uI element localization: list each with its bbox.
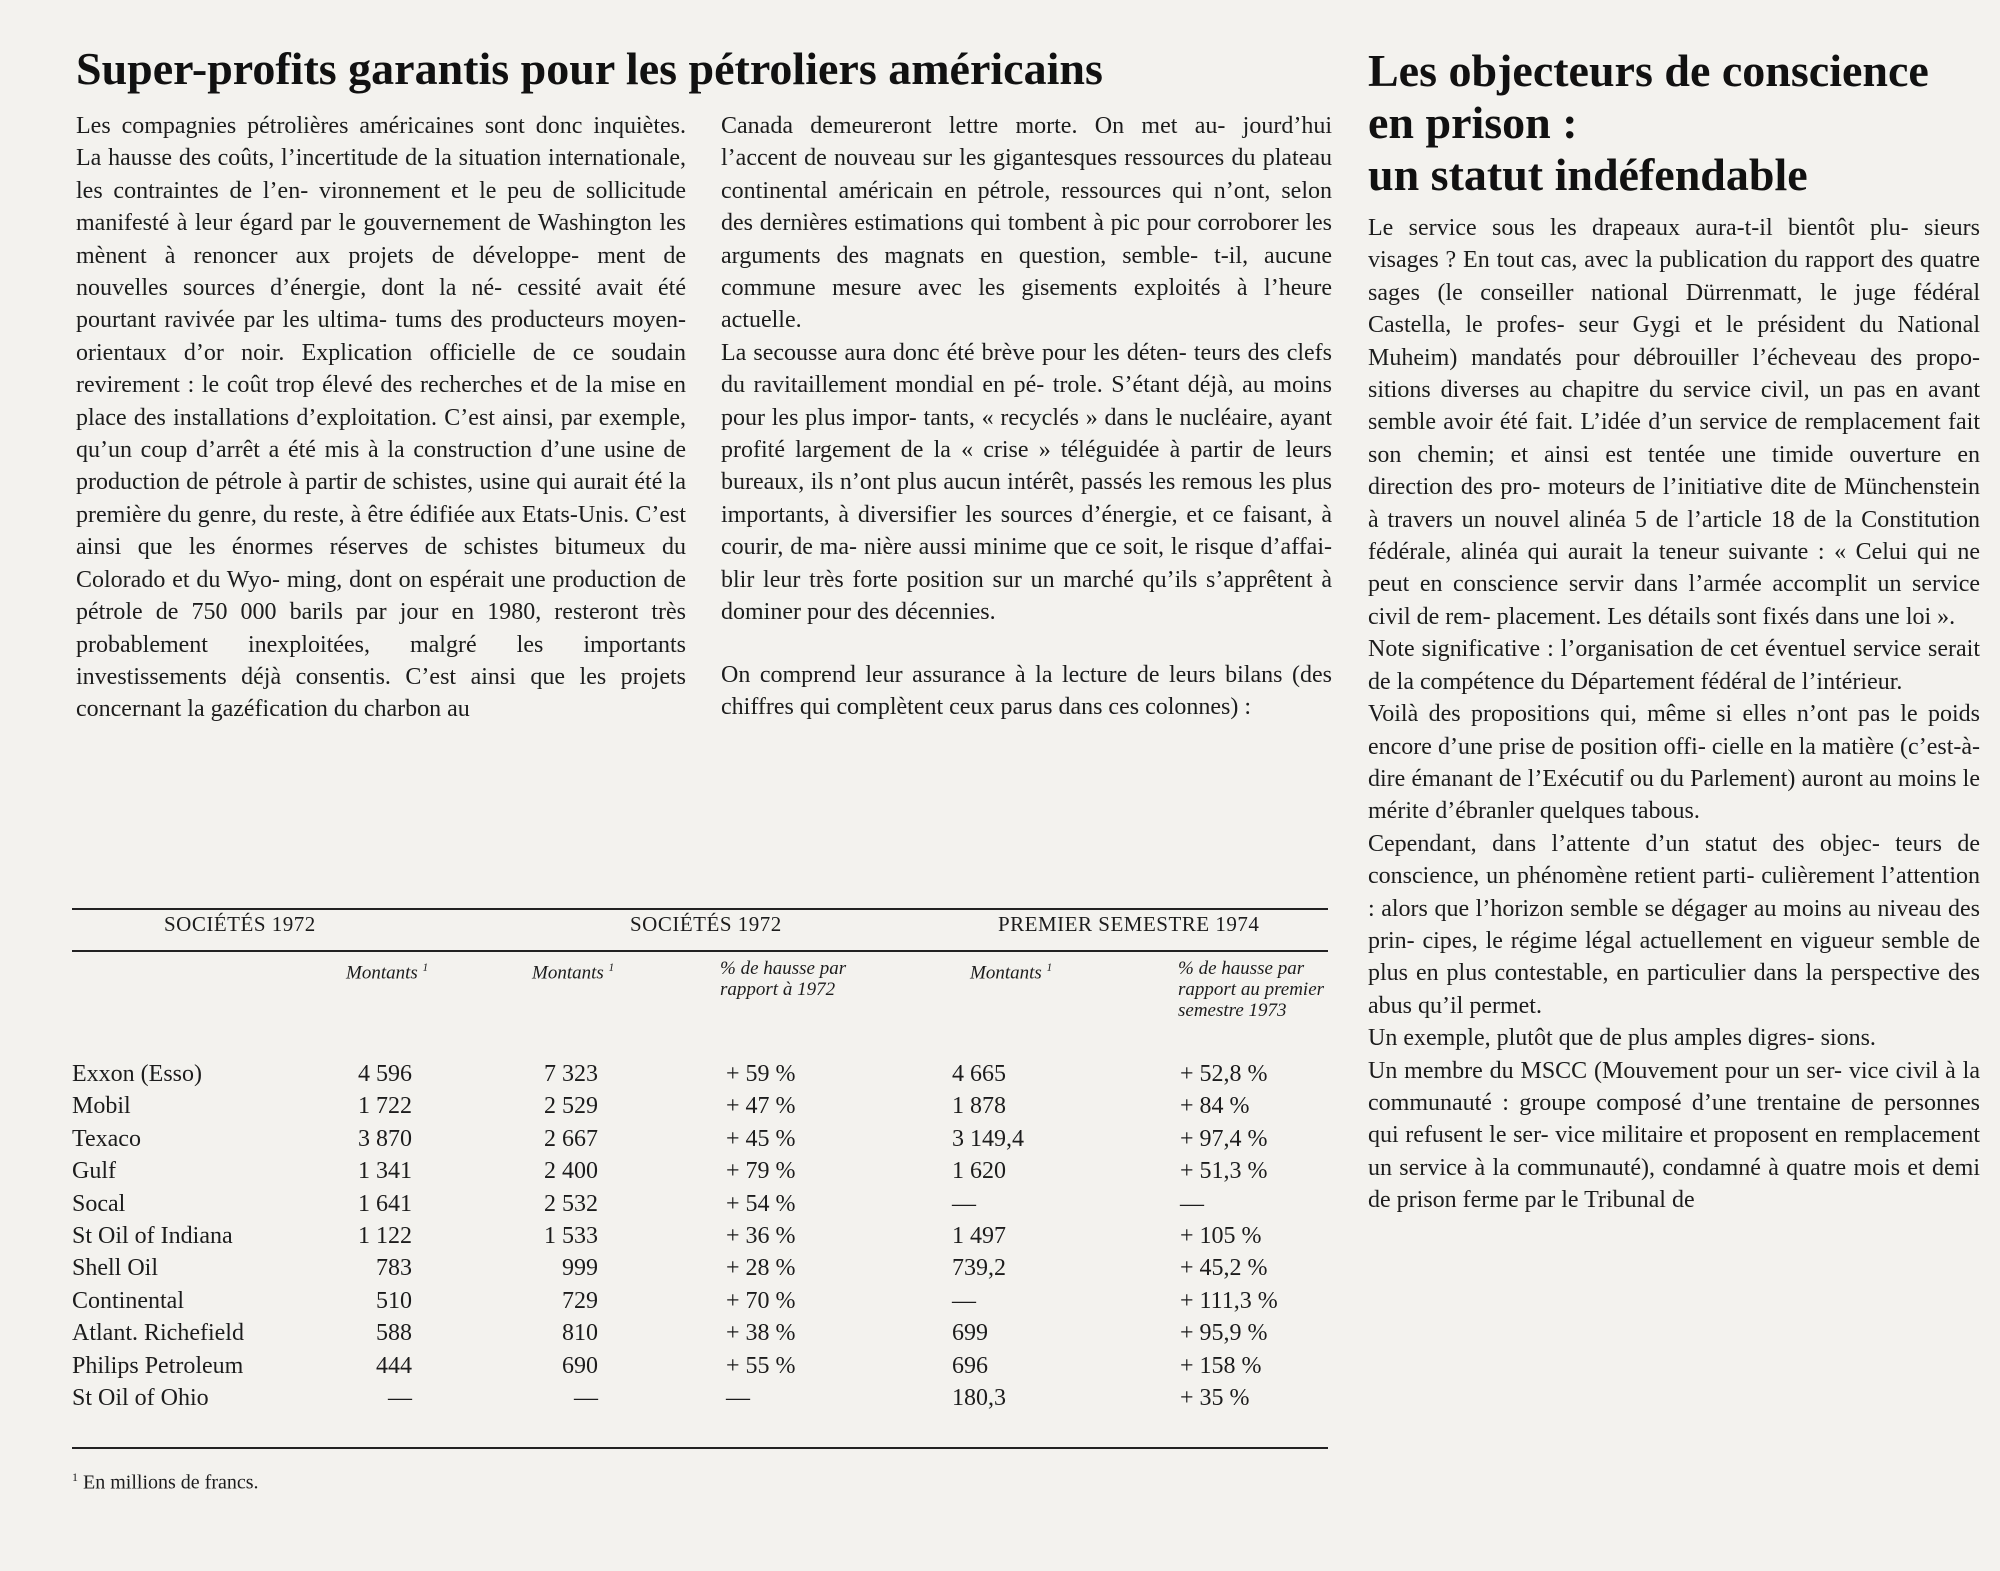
table-cell: 1 533 [544,1222,598,1249]
table-cell: + 59 % [726,1061,796,1087]
table-cell: 696 [952,1352,988,1379]
table-cell: 2 529 [544,1093,598,1120]
company-name: Socal [72,1190,126,1217]
group-header: SOCIÉTÉS 1972 [164,912,316,936]
table-cell: 444 [376,1352,412,1379]
article-2-paragraph: Un exemple, plutôt que de plus amples digres- sions. [1368,1025,1876,1052]
table-cell: 3 870 [358,1125,412,1152]
table-cell: 783 [376,1255,412,1282]
table-cell: 2 532 [544,1190,598,1217]
table-cell: — [952,1287,976,1314]
table-cell: + 52,8 % [1180,1061,1268,1087]
table-cell: + 45 % [726,1125,796,1152]
table-cell: 3 149,4 [952,1125,1024,1152]
article-2-paragraph: Le service sous les drapeaux aura-t-il bientôt plu- sieurs visages ? En tout cas, avec la publication du rapport des quatre sages (le conseiller national Dürrenmatt, le juge fédéral Castella, le profes- seur Gygi et le président du National Muheim) mandatés pour débrouiller l’écheveau des propo- sitions diverses au chapitre du service civil, un pas en avant semble avoir été fait. L’idée d’un service de remplacement fait son chemin; et ainsi est tentée une timide ouverture en direction des pro- moteurs de l’initiative dite de Münchenstein à travers un nouvel alinéa 5 de l’article 18 de la Constitution fédérale, alinéa qui aurait la teneur suivante : « Celui qui ne peut en conscience servir dans l’armée accomplit un service civil de rem- placement. Les détails sont fixés dans une loi ». [1368,215,1980,630]
company-name: Gulf [72,1158,116,1185]
sub-header: % de hausse par rapport au premier semestre 1973 [1178,958,1325,1021]
table-cell: 810 [562,1320,598,1347]
article-1-column-1 [76,110,686,726]
table-cell: — [574,1384,598,1411]
table-cell: + 95,9 % [1180,1320,1268,1347]
table-cell: 1 122 [358,1222,412,1249]
table-cell: + 111,3 % [1180,1287,1278,1314]
article-1-paragraph: Canada demeureront lettre morte. On met au- jourd’hui l’accent de nouveau sur les gigantesques ressources du plateau continental américain en pétrole, ressources qui n’ont, selon des dernières estimations qui tombent à pic pour corroborer les arguments des magnats en question, semble- t-il, aucune commune mesure avec les gisements exploités à l’heure actuelle. [721,113,1332,334]
table-top-rule [72,908,1328,910]
company-name: Philips Petroleum [72,1352,244,1379]
company-name: Atlant. Richefield [72,1320,244,1347]
table-cell: 1 878 [952,1093,1006,1120]
table-cell: 1 641 [358,1190,412,1217]
table-cell: 2 400 [544,1158,598,1185]
table-row [72,1285,1328,1317]
table-cell: + 28 % [726,1255,796,1282]
table-cell: — [1180,1190,1204,1217]
table-cell: 180,3 [952,1384,1006,1411]
table-row [72,1090,1328,1122]
article-2-headline [1368,45,1988,201]
table-cell: + 36 % [726,1222,796,1249]
table-cell: — [388,1384,412,1411]
article-1-paragraph: Les compagnies pétrolières américaines sont donc inquiètes. La hausse des coûts, l’incertitude de la situation internationale, les contraintes de l’en- vironnement et le peu de sollicitude manifesté à leur égard par le gouvernement de Washington les mènent à renoncer aux projets de développe- ment de nouvelles sources d’énergie, dont la né- cessité avait été pourtant ravivée par les ultima- tums des producteurs moyen-orientaux d’or noir. Explication officielle de ce soudain revirement : le coût trop élevé des recherches et de la mise en place des installations d’exploitation. C’est ainsi, par exemple, qu’un coup d’arrêt a été mis à la construction d’une usine de production de pétrole à partir de schistes, usine qui aurait été la première du genre, du reste, à être édifiée aux Etats-Unis. C’est ainsi que les énormes réserves de schistes bitumeux du Colorado et du Wyo- ming, dont on espérait une production de pétrole de 750 000 barils par jour en 1980, resteront très probablement inexploitées, malgré les importants investissements déjà consentis. C’est ainsi que les projets concernant la gazéfication du charbon au [76,113,686,723]
sub-header: Montants $^1$ [346,962,429,984]
table-cell: 699 [952,1320,988,1347]
table-footnote: $^1$ En millions de francs. [72,1470,259,1494]
article-2-paragraph: Voilà des propositions qui, même si elles n’ont pas le poids encore d’une prise de position offi- cielle en la matière (c’est-à-dire émanant de l’Exécutif ou du Parlement) auront au moins le mérite d’ébranler quelques tabous. [1368,701,1980,825]
table-header-rule [72,950,1328,952]
table-cell: 729 [562,1287,598,1314]
article-1-headline: Super-profits garantis pour les pétroliers américains [76,43,1103,94]
article-2-column [1368,212,1980,1217]
table-cell: 4 665 [952,1061,1006,1087]
table-cell: + 97,4 % [1180,1125,1268,1152]
table-row [72,1350,1328,1382]
table-row [72,1058,1328,1090]
table-cell: + 45,2 % [1180,1255,1268,1282]
article-1-column-2 [721,110,1332,723]
table-row [72,1220,1328,1252]
table-cell: + 38 % [726,1320,796,1347]
table-cell: + 70 % [726,1287,796,1314]
table-cell: 999 [562,1255,598,1282]
table-cell: 1 620 [952,1158,1006,1185]
table-cell: + 51,3 % [1180,1158,1268,1185]
table-cell: — [726,1384,750,1411]
group-header: SOCIÉTÉS 1972 [630,912,782,936]
table-row [72,1252,1328,1284]
table-row [72,1155,1328,1187]
table-cell: 588 [376,1320,412,1347]
table-cell: + 105 % [1180,1222,1262,1249]
article-2-paragraph: Note significative : l’organisation de cet éventuel service serait de la compétence du Département fédéral de l’intérieur. [1368,636,1980,695]
article-1-paragraph: La secousse aura donc été brève pour les déten- teurs des clefs du ravitaillement mondial en pé- trole. S’étant déjà, au moins pour les plus impor- tants, « recyclés » dans le nucléaire, ayant profité largement de la « crise » téléguidée à partir de leurs bureaux, ils n’ont plus aucun intérêt, passés les remous les plus importants, à diversifier les sources d’énergie, et ce faisant, à courir, de ma- nière aussi minime que ce soit, le risque d’affai- blir leur très forte position sur un marché qu’ils s’apprêtent à dominer pour des décennies. [721,339,1332,626]
sub-header: Montants $^1$ [970,962,1053,984]
company-name: Texaco [72,1125,141,1152]
table-cell: + 54 % [726,1190,796,1217]
table-bottom-rule [72,1447,1328,1449]
table-cell: + 158 % [1180,1352,1262,1379]
table-row [72,1123,1328,1155]
table-cell: 510 [376,1287,412,1314]
headline-line: un statut indéfendable [1368,149,1808,200]
table-cell: + 55 % [726,1352,796,1379]
company-name: Shell Oil [72,1255,159,1282]
company-name: St Oil of Indiana [72,1222,233,1249]
table-cell: + 47 % [726,1093,796,1120]
article-2-paragraph: Un membre du MSCC (Mouvement pour un ser- vice civil à la communauté : groupe composé d’une trentaine de personnes qui refusent le ser- vice militaire et proposent en remplacement un service à la communauté), condamné à quatre mois et demi de prison ferme par le Tribunal de [1368,1057,1980,1214]
sub-header: Montants $^1$ [532,962,615,984]
table-row [72,1188,1328,1220]
company-name: St Oil of Ohio [72,1384,209,1411]
table-cell: 7 323 [544,1061,598,1087]
table-cell: + 84 % [1180,1093,1250,1120]
table-cell: 1 341 [358,1158,412,1185]
headline-line: en prison : [1368,97,1578,148]
table-cell: 4 596 [358,1061,412,1087]
table-cell: 1 497 [952,1222,1006,1249]
table-cell: 690 [562,1352,598,1379]
sub-header: % de hausse par rapport à 1972 [720,958,847,1000]
table-cell: — [952,1190,976,1217]
table-cell: + 35 % [1180,1384,1250,1411]
table-cell: 1 722 [358,1093,412,1120]
table-cell: 739,2 [952,1255,1006,1282]
company-name: Mobil [72,1093,131,1120]
company-name: Continental [72,1287,184,1314]
company-name: Exxon (Esso) [72,1061,202,1087]
table-cell: 2 667 [544,1125,598,1152]
table-cell: + 79 % [726,1158,796,1185]
article-1-paragraph: On comprend leur assurance à la lecture de leurs bilans (des chiffres qui complètent ceux parus dans ces colonnes) : [721,661,1332,720]
headline-line: Les objecteurs de conscience [1368,45,1929,96]
table-row [72,1317,1328,1349]
group-header: PREMIER SEMESTRE 1974 [998,912,1260,936]
table-body [72,1058,1328,1414]
table-row [72,1382,1328,1414]
article-2-paragraph: Cependant, dans l’attente d’un statut des objec- teurs de conscience, un phénomène retient parti- culièrement l’attention : alors que l’horizon semble se dégager au moins au niveau des prin- cipes, le régime légal actuellement en vigueur semble de plus en plus contestable, en particulier dans la perspective des abus qu’il permet. [1368,830,1980,1019]
